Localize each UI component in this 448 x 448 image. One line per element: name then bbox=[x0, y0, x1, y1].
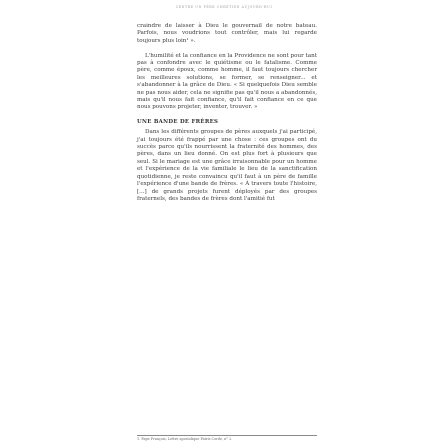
body-paragraph-brothers: Dans les différents groupes de pères auxquels j'ai participé, j'ai toujours été frappé par une chose : ces groupes ont du succès parce qu'ils nourrissent la fraternité des hommes, des pères, dans un lieu donné. On est plus fort à plusieurs que seul. Si le mariage est une grâce irraisonnable pour un homme et l'expérience de la vie familiale le lieu de la sanctification quotidienne, je reste convaincu qu'il faut à un père de famille l'expérience d'une bande de frères. « À travers toute l'histoire, [...] de grands projets furent déployés par des groupes fraternels, des bandes de frères dont l'amitié fut bbox=[137, 129, 317, 202]
body-text-column bbox=[137, 23, 317, 203]
section-heading: UNE BANDE DE FRÈRES bbox=[137, 118, 219, 125]
paragraph-spacer bbox=[137, 45, 317, 52]
body-paragraph-continued: craindre de laisser à Dieu le gouvernail de notre bateau. Parfois, nous voudrions tout contrôler, mais lui regarde toujours plus loin¹ ». bbox=[137, 23, 317, 44]
body-paragraph-providence: L'humilité et la confiance en la Providence ne sont pour tant pas à confondre avec le quiétisme ou le fatalisme. Comme père, comme époux, comme homme, il faut toujours chercher les meilleures solutions, se former, se renseigner... et s'abandonner à la grâce de Dieu. « Si quelquefois Dieu semble ne pas nous aider, cela ne signifie pas qu'il nous a abandonnés, mais qu'il nous fait confiance, qu'il fait confiance en ce que nous pouvons projeter, inventer, trouver. » bbox=[137, 52, 317, 111]
footnote bbox=[137, 435, 317, 441]
running-head: CENTRE UN PÈRE CHRÉTIEN AUJOURD'HUI bbox=[175, 5, 273, 9]
footnote-text: 1. Pape François, Lettre apostolique Patris Corde, n° 2. bbox=[137, 437, 233, 441]
